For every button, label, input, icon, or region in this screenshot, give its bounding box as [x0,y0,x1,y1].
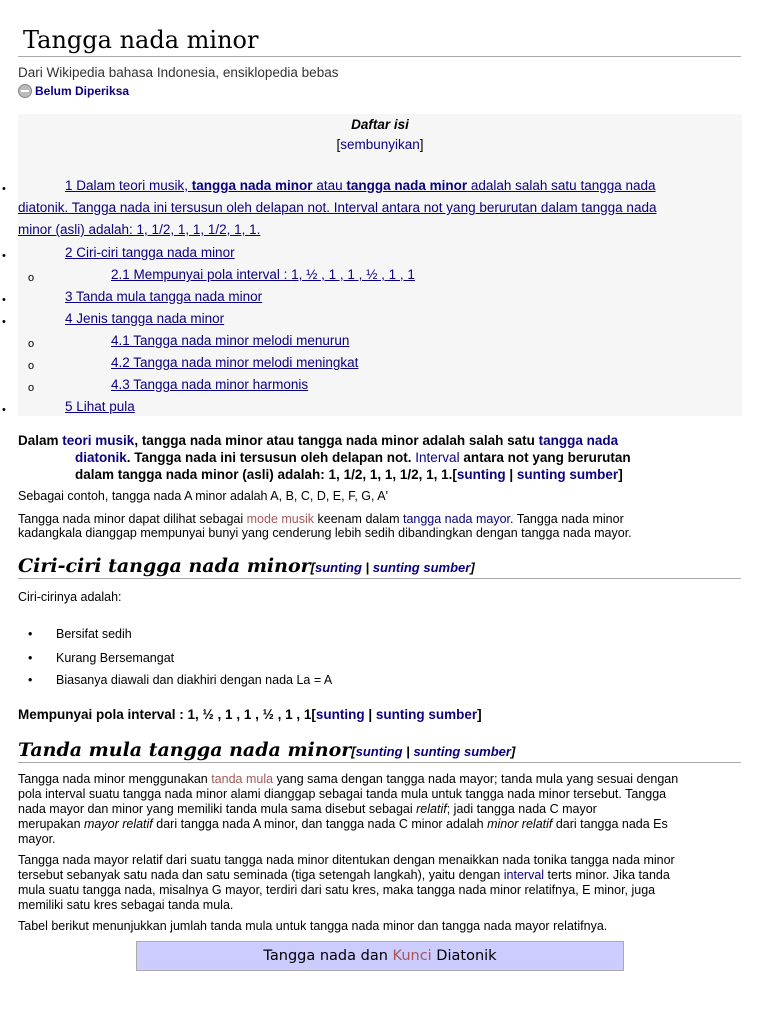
toc-item-1[interactable]: 1 Dalam teori musik, tangga nada minor atau tangga nada minor adalah salah satu tangga nada [65,178,656,193]
intro-line-2: diatonik. Tangga nada ini tersusun oleh delapan not. Interval antara not yang berurutan [75,450,631,465]
table-header: Tangga nada dan Kunci Diatonik [136,941,624,971]
tanda-p1-line-4: merupakan mayor relatif dari tangga nada A minor, dan tangga nada C minor adalah minor relatif dari tangga nada Es [18,817,668,831]
link-tangga-nada-mayor[interactable]: tangga nada mayor [402,512,510,526]
toc-bullet: • [2,183,6,195]
edit-link[interactable]: sunting [355,744,403,759]
example-paragraph: Sebagai contoh, tangga nada A minor adalah A, B, C, D, E, F, G, A' [18,489,388,503]
heading-tanda-mula: Tanda mula tangga nada minor[sunting | sunting sumber] [18,739,516,761]
heading-divider [18,578,741,579]
tagline: Dari Wikipedia bahasa Indonesia, ensiklopedia bebas [18,65,339,80]
toc-toggle-link[interactable]: sembunyikan [340,137,420,152]
intro-line-3: dalam tangga nada minor (asli) adalah: 1, 1/2, 1, 1, 1/2, 1, 1.[sunting | sunting sumber] [75,467,623,482]
toc-sub-bullet: o [28,338,35,350]
tanda-p2-line-1: Tangga nada mayor relatif dari suatu tangga nada minor ditentukan dengan menaikkan nada tonika tangga nada minor [18,853,675,867]
edit-link[interactable]: sunting [314,560,362,575]
link-interval[interactable]: Interval [415,450,460,465]
intro-line-1: Dalam teori musik, tangga nada minor atau tangga nada minor adalah salah satu tangga nada [18,433,619,448]
toc-item-2-1[interactable]: 2.1 Mempunyai pola interval : 1, ½ , 1 , 1 , ½ , 1 , 1 [111,267,415,282]
heading-ciri-ciri: Ciri-ciri tangga nada minor[sunting | sunting sumber] [18,555,475,577]
tanda-p3: Tabel berikut menunjukkan jumlah tanda mula untuk tangga nada minor dan tangga nada mayor relatifnya. [18,919,608,933]
tanda-p1-line-5: mayor. [18,832,56,846]
toc-item-1-line3[interactable]: minor (asli) adalah: 1, 1/2, 1, 1, 1/2, 1, 1. [18,222,261,237]
toc-item-1-line2[interactable]: diatonik. Tangga nada ini tersusun oleh delapan not. Interval antara not yang berurutan dalam tangga nada [18,200,657,215]
tanda-p2-line-4: memiliki satu kres sebagai tanda mula. [18,898,234,912]
list-item: • Bersifat sedih [28,627,132,641]
title-divider [18,56,741,57]
toc-item-4-2[interactable]: 4.2 Tangga nada minor melodi meningkat [111,355,359,370]
edit-source-link[interactable]: sunting sumber [375,707,478,722]
toc-item-5[interactable]: 5 Lihat pula [65,399,135,414]
link-tanda-mula[interactable]: tanda mula [211,772,274,786]
toc-sub-bullet: o [28,272,35,284]
toc-toggle[interactable]: [sembunyikan] [336,137,424,152]
link-interval[interactable]: interval [503,868,545,882]
ciri-lead: Ciri-cirinya adalah: [18,590,122,604]
link-teori-musik[interactable]: teori musik [62,433,135,448]
list-item: • Kurang Bersemangat [28,651,175,665]
page-title: Tangga nada minor [23,26,259,54]
link-kunci[interactable]: Kunci [392,948,432,964]
tanda-p2-line-3: mula suatu tangga nada, misalnya G mayor, terdiri dari satu kres, maka tangga nada minor relatifnya, E minor, juga [18,883,656,897]
toc-bullet: • [2,404,6,416]
mode-paragraph-line-1: Tangga nada minor dapat dilihat sebagai mode musik keenam dalam tangga nada mayor. Tangga nada minor [18,512,624,526]
list-item: • Biasanya diawali dan diakhiri dengan nada La = A [28,673,333,687]
link-tangga-nada[interactable]: tangga nada [538,433,619,448]
toc-sub-bullet: o [28,360,35,372]
toc-bullet: • [2,294,6,306]
toc-sub-bullet: o [28,382,35,394]
review-status[interactable] [18,84,129,98]
unreviewed-icon [18,84,32,98]
edit-link[interactable]: sunting [456,467,506,482]
edit-link[interactable]: sunting [315,707,365,722]
link-mode-musik[interactable]: mode musik [246,512,315,526]
toc-item-3[interactable]: 3 Tanda mula tangga nada minor [65,289,263,304]
mode-paragraph-line-2: kadangkala dianggap mempunyai bunyi yang cenderung lebih sedih dibandingkan dengan tangga nada mayor. [18,526,632,540]
toc-bullet: • [2,250,6,262]
tanda-p2-line-2: tersebut sebanyak satu nada dan satu seminada (tiga setengah langkah), yaitu dengan interval terts minor. Jika tanda [18,868,670,882]
toc-item-4-1[interactable]: 4.1 Tangga nada minor melodi menurun [111,333,350,348]
tanda-p1-line-3: nada mayor dan minor yang memiliki tanda mula sama disebut sebagai relatif; jadi tangga nada C mayor [18,802,597,816]
edit-source-link[interactable]: sunting sumber [372,560,471,575]
toc-bullet: • [2,316,6,328]
edit-source-link[interactable]: sunting sumber [516,467,619,482]
toc-title: Daftar isi [351,117,409,132]
edit-source-link[interactable]: sunting sumber [413,744,511,759]
tanda-p1-line-2: pola interval suatu tangga nada minor alami dianggap sebagai tanda mula untuk tangga nada minor tersebut. Tangga [18,787,667,801]
heading-divider [18,762,741,763]
tanda-p1-line-1: Tangga nada minor menggunakan tanda mula yang sama dengan tangga nada mayor; tanda mula yang sesuai dengan [18,772,679,786]
link-diatonik[interactable]: diatonik [75,450,127,465]
toc-item-4[interactable]: 4 Jenis tangga nada minor [65,311,225,326]
toc-item-4-3[interactable]: 4.3 Tangga nada minor harmonis [111,377,309,392]
review-status-label: Belum Diperiksa [35,84,130,98]
toc-item-2[interactable]: 2 Ciri-ciri tangga nada minor [65,245,235,260]
subheading-pola-interval: Mempunyai pola interval : 1, ½ , 1 , 1 , ½ , 1 , 1[sunting | sunting sumber] [18,707,482,722]
